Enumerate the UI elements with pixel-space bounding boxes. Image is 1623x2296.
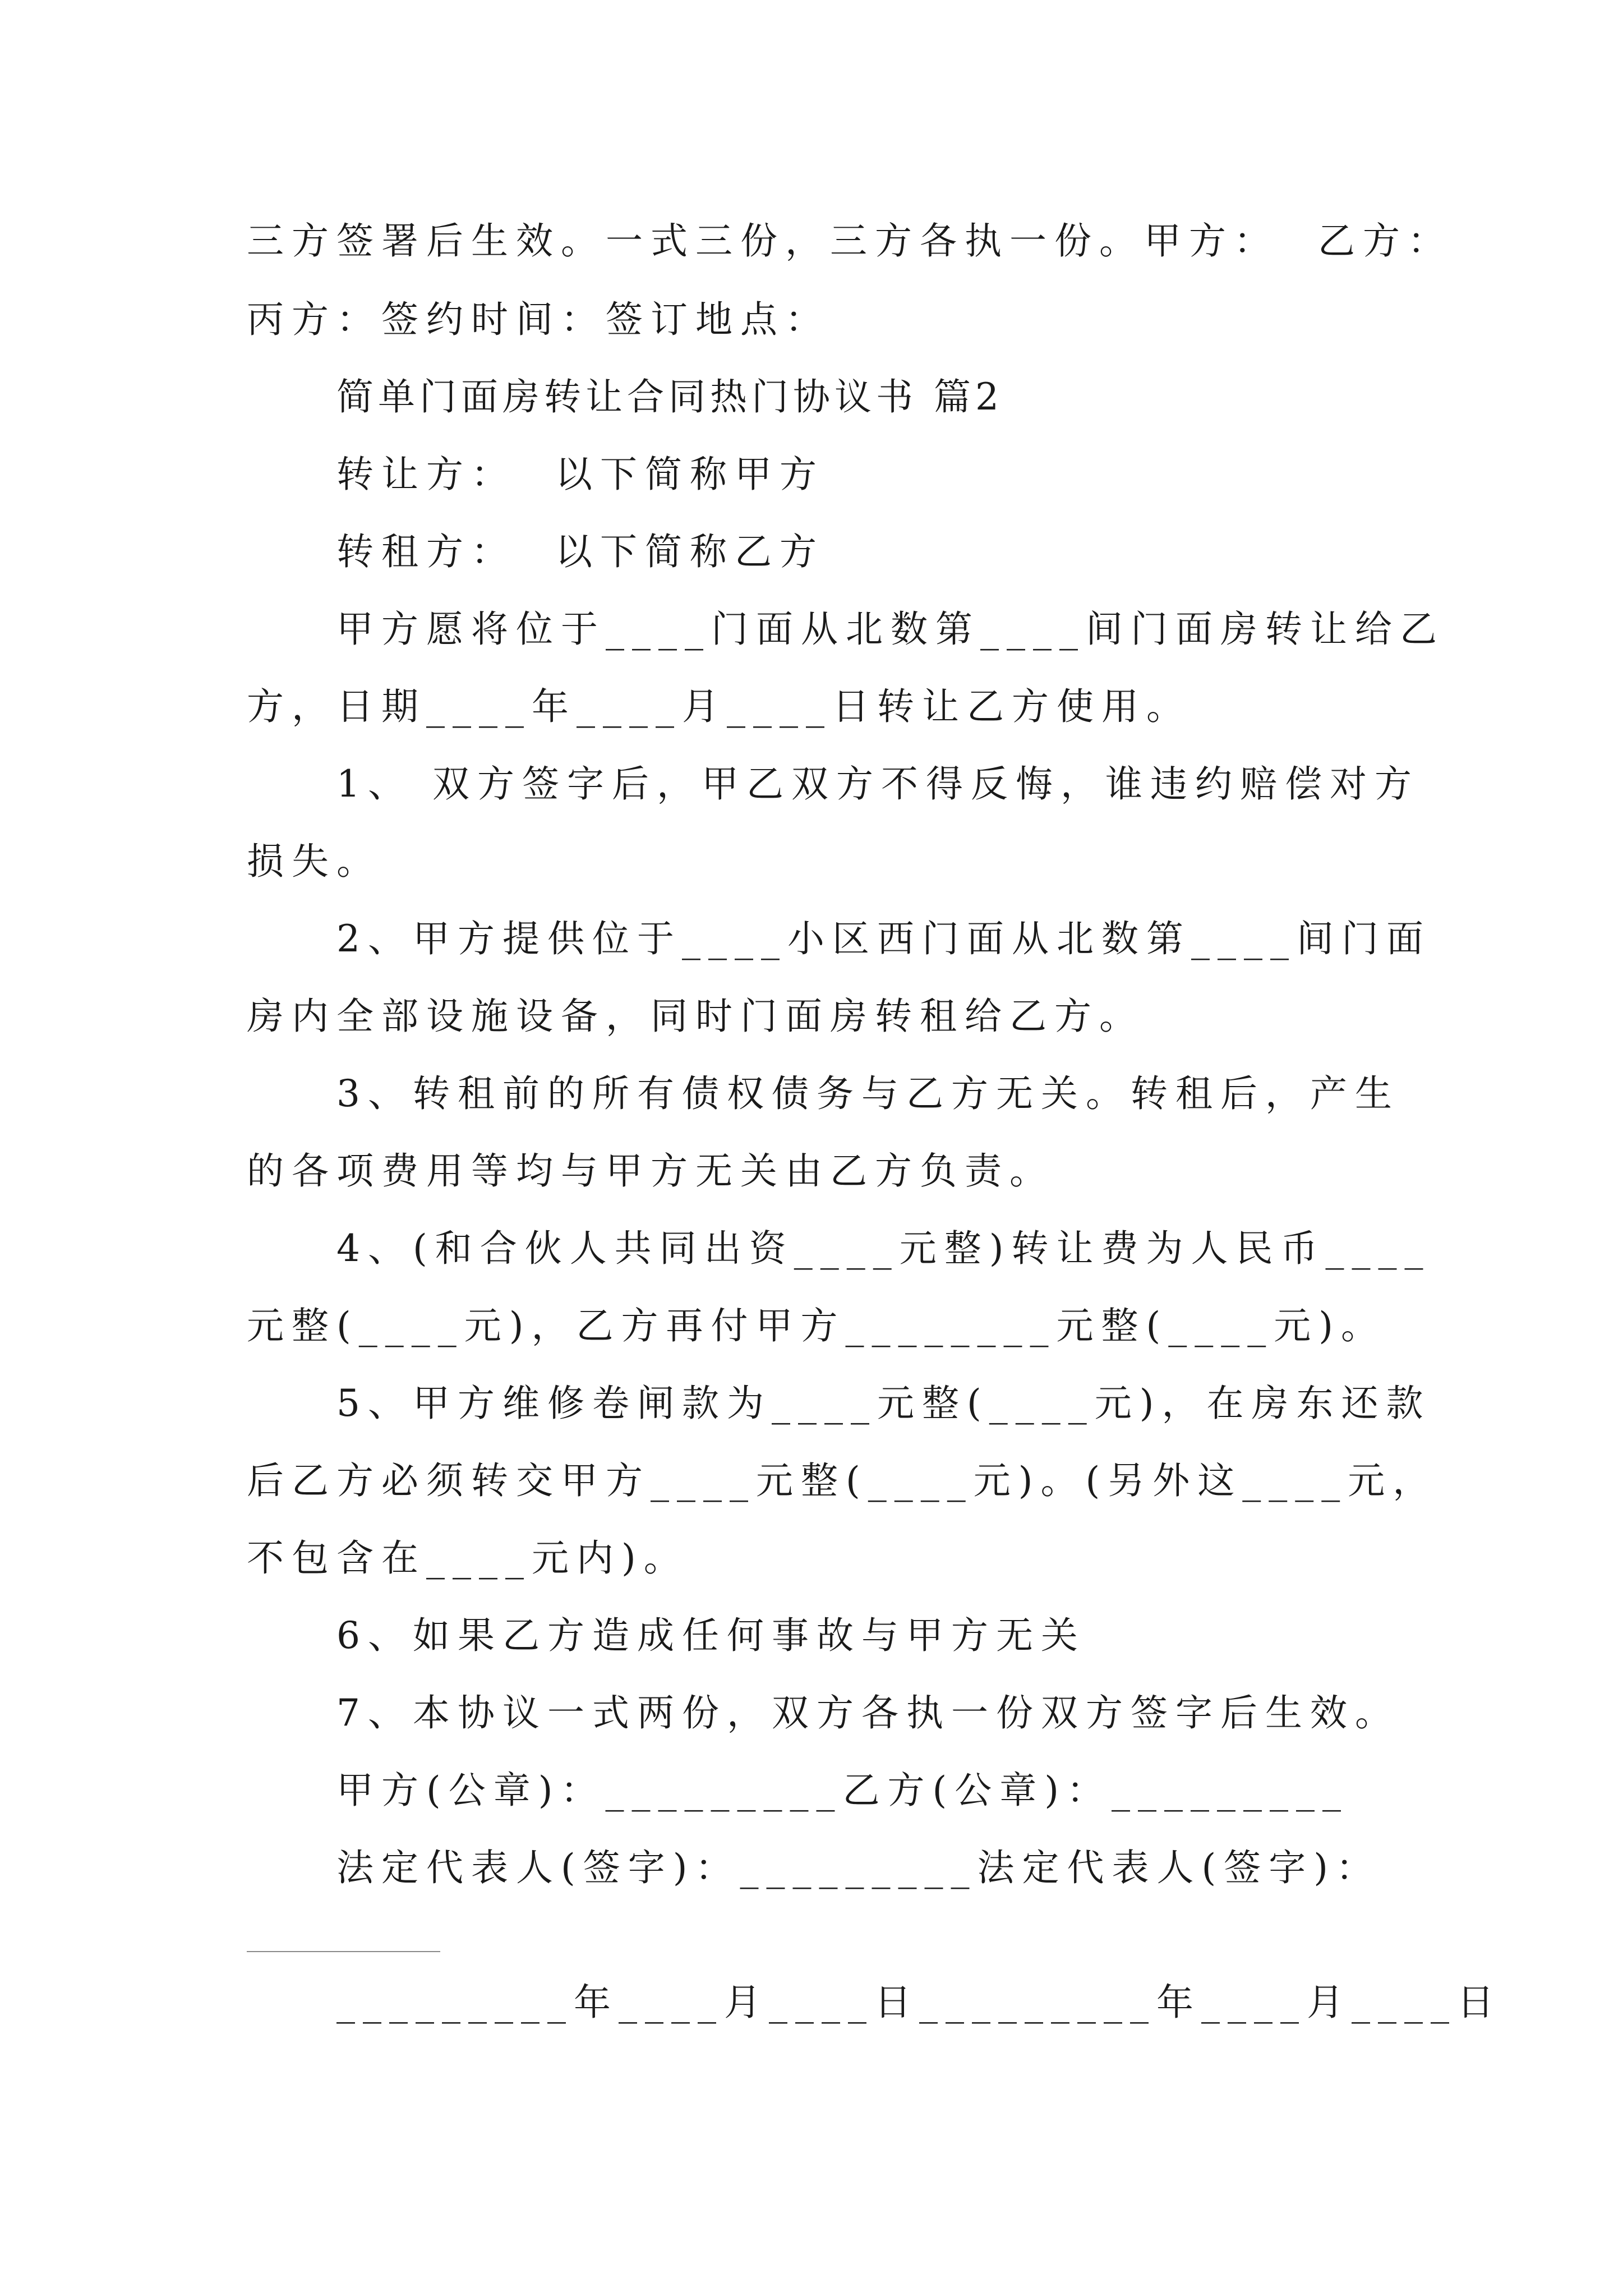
clause-5-cont: 后乙方必须转交甲方____元整(____元)。(另外这____元， (247, 1459, 1438, 1502)
text-line-continuation: 三方签署后生效。一式三份，三方各执一份。甲方： 乙方： (247, 219, 1453, 263)
paragraph-intro: 甲方愿将位于____门面从北数第____间门面房转让给乙 (336, 608, 1445, 651)
signature-rule (247, 1951, 440, 1952)
clause-4-cont: 元整(____元)，乙方再付甲方________元整(____元)。 (247, 1304, 1386, 1347)
clause-2-cont: 房内全部设施设备，同时门面房转租给乙方。 (247, 995, 1144, 1038)
transferee-line: 转租方： 以下简称乙方 (336, 530, 824, 573)
clause-1: 1、 双方签字后，甲乙双方不得反悔，谁违约赔偿对方 (336, 762, 1419, 806)
date-line: _________年____月____日_________年____月____日 (336, 1981, 1502, 2024)
clause-5: 5、甲方维修卷闸款为____元整(____元)，在房东还款 (336, 1382, 1431, 1425)
clause-3-cont: 的各项费用等均与甲方无关由乙方负责。 (247, 1149, 1054, 1193)
representative-line: 法定代表人(签字)：_________法定代表人(签字)： (336, 1846, 1381, 1889)
clause-6: 6、如果乙方造成任何事故与甲方无关 (336, 1614, 1086, 1657)
paragraph-intro-cont: 方，日期____年____月____日转让乙方使用。 (247, 685, 1191, 728)
clause-1-cont: 损失。 (247, 840, 381, 883)
clause-3: 3、转租前的所有债权债务与乙方无关。转租后，产生 (336, 1072, 1400, 1115)
clause-2: 2、甲方提供位于____小区西门面从北数第____间门面 (336, 917, 1431, 960)
clause-7: 7、本协议一式两份，双方各执一份双方签字后生效。 (336, 1691, 1400, 1734)
section-title: 简单门面房转让合同热门协议书 篇2 (336, 375, 1003, 418)
transferor-line: 转让方： 以下简称甲方 (336, 453, 824, 496)
clause-4: 4、(和合伙人共同出资____元整)转让费为人民币____ (336, 1227, 1431, 1270)
text-line-signatories: 丙方：签约时间：签订地点： (247, 298, 830, 341)
clause-5-cont-2: 不包含在____元内)。 (247, 1536, 689, 1580)
seal-line: 甲方(公章)：_________乙方(公章)：_________ (336, 1769, 1349, 1812)
